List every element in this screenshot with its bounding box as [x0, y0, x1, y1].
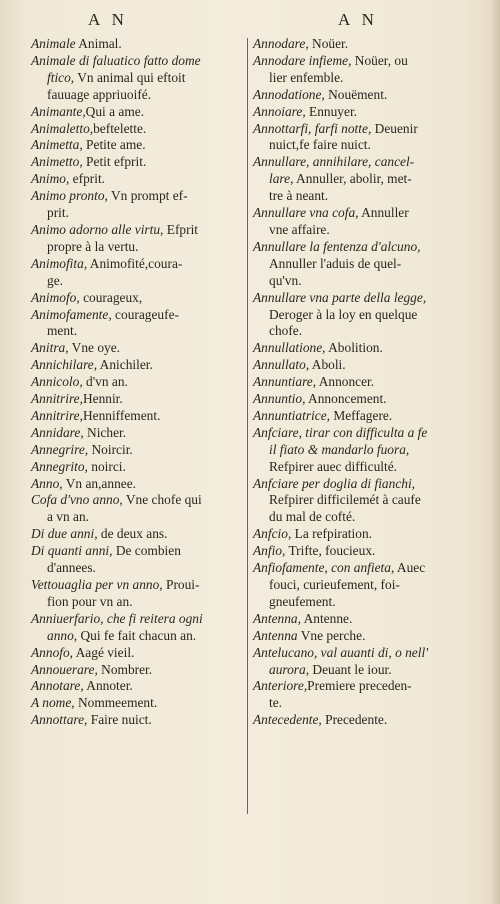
french-gloss: Vne oye.: [68, 340, 121, 356]
entry-line: [253, 425, 463, 442]
right-running-head: A N: [338, 10, 378, 29]
french-gloss: Premiere preceden-: [307, 678, 412, 694]
french-gloss: Nouëment.: [324, 86, 388, 102]
dictionary-entry: [253, 53, 463, 87]
entry-line: [31, 509, 244, 526]
dictionary-entry: [253, 104, 463, 121]
italian-term: Anteriore,: [253, 678, 308, 694]
italian-term: Annullare la fentenza d'alcuno,: [253, 238, 421, 254]
dictionary-entry: [31, 611, 244, 645]
left-column: [31, 36, 244, 729]
french-gloss: Abolition.: [325, 340, 383, 356]
entry-line: [253, 408, 463, 425]
italian-term: anno,: [47, 627, 78, 643]
entry-line: [253, 222, 463, 239]
entry-line: [253, 53, 463, 70]
french-gloss: Petite ame.: [82, 137, 146, 153]
entry-line: [253, 239, 463, 256]
french-gloss: Nicher.: [83, 424, 127, 440]
french-gloss: Faire nuict.: [87, 712, 152, 728]
entry-line: [31, 577, 244, 594]
french-gloss: Hennir.: [82, 391, 123, 407]
italian-term: Anno,: [31, 475, 63, 491]
entry-line: [253, 459, 463, 476]
italian-term: lare,: [269, 171, 294, 187]
italian-term: Anniuerfario, che fi reitera ogni: [31, 610, 203, 626]
entry-line: [253, 442, 463, 459]
entry-line: [31, 273, 244, 290]
french-gloss: Aagé vieil.: [73, 644, 135, 660]
entry-line: [253, 509, 463, 526]
french-gloss: fouci, curieufement, foi-: [269, 577, 400, 592]
italian-term: Annullare, annihilare, cancel-: [253, 154, 415, 170]
italian-term: Annouerare,: [31, 661, 98, 677]
entry-line: [253, 137, 463, 154]
dictionary-entry: [31, 442, 244, 459]
entry-line: [253, 340, 463, 357]
italian-term: A nome,: [31, 695, 75, 711]
dictionary-entry: [31, 307, 244, 341]
italian-term: Annegrire,: [31, 441, 89, 457]
entry-line: [31, 408, 244, 425]
entry-line: [31, 476, 244, 493]
dictionary-entry: [31, 543, 244, 577]
italian-term: Animale di faluatico fatto dome: [31, 52, 201, 68]
entry-line: [253, 577, 463, 594]
french-gloss: propre à la vertu.: [47, 238, 139, 254]
french-gloss: Qui fe fait chacun an.: [77, 627, 197, 643]
french-gloss: Annuller l'aduis de quel-: [269, 255, 402, 271]
entry-line: [253, 391, 463, 408]
entry-line: [253, 290, 463, 307]
french-gloss: Proui-: [162, 577, 200, 592]
dictionary-entry: [253, 526, 463, 543]
dictionary-entry: [31, 695, 244, 712]
dictionary-entry: [31, 137, 244, 154]
italian-term: Animaletto,: [31, 120, 94, 136]
entry-line: [253, 611, 463, 628]
french-gloss: d'annees.: [47, 560, 96, 576]
entry-line: [31, 695, 244, 712]
french-gloss: Antenne.: [300, 610, 353, 626]
entry-line: [31, 256, 244, 273]
entry-line: [253, 273, 463, 290]
dictionary-entry: [31, 662, 244, 679]
dictionary-entry: [253, 374, 463, 391]
french-gloss: Henniffement.: [82, 407, 161, 423]
dictionary-entry: [31, 408, 244, 425]
dictionary-entry: [253, 340, 463, 357]
entry-line: [31, 611, 244, 628]
french-gloss: Nombrer.: [97, 661, 153, 677]
entry-line: [31, 53, 244, 70]
entry-line: [253, 678, 463, 695]
entry-line: [31, 340, 244, 357]
italian-term: Di due anni,: [31, 526, 98, 542]
dictionary-entry: [253, 205, 463, 239]
italian-term: Antelucano, val auanti di, o nell': [253, 644, 429, 660]
dictionary-entry: [31, 476, 244, 493]
french-gloss: ge.: [47, 272, 63, 288]
entry-line: [253, 87, 463, 104]
entry-line: [253, 154, 463, 171]
entry-line: [253, 171, 463, 188]
french-gloss: Anichiler.: [97, 357, 153, 373]
french-gloss: Annuller: [358, 205, 409, 221]
dictionary-entry: [253, 391, 463, 408]
dictionary-entry: [31, 104, 244, 121]
french-gloss: fion pour vn an.: [47, 593, 133, 609]
dictionary-entry: [31, 36, 244, 53]
french-gloss: Deuant le iour.: [309, 661, 392, 677]
dictionary-entry: [31, 188, 244, 222]
entry-line: [253, 628, 463, 645]
italian-term: Annuntiatrice,: [253, 407, 330, 423]
french-gloss: Trifte, foucieux.: [285, 543, 376, 559]
entry-line: [31, 543, 244, 560]
entry-line: [253, 526, 463, 543]
italian-term: Annullare vna parte della legge,: [253, 289, 427, 305]
dictionary-entry: [31, 171, 244, 188]
entry-line: [31, 357, 244, 374]
italian-term: Annichilare,: [31, 357, 98, 373]
entry-line: [31, 323, 244, 340]
italian-term: Vettouaglia per vn anno,: [31, 577, 163, 592]
entry-line: [253, 476, 463, 493]
french-gloss: Noüer.: [308, 36, 349, 51]
entry-line: [31, 188, 244, 205]
french-gloss: Vn prompt ef-: [107, 188, 188, 204]
italian-term: Di quanti anni,: [31, 543, 113, 559]
dictionary-entry: [31, 526, 244, 543]
entry-line: [31, 594, 244, 611]
french-gloss: chofe.: [269, 323, 303, 339]
entry-line: [31, 678, 244, 695]
entry-line: [31, 425, 244, 442]
french-gloss: Nommeement.: [74, 695, 158, 711]
french-gloss: te.: [269, 695, 283, 711]
entry-line: [31, 70, 244, 87]
french-gloss: Vn animal qui eftoit: [74, 69, 186, 85]
french-gloss: courageux,: [79, 289, 143, 305]
french-gloss: Deroger à la loy en quelque: [269, 306, 418, 322]
french-gloss: Noüer, ou: [351, 52, 408, 68]
entry-line: [31, 171, 244, 188]
french-gloss: Refpirer auec difficulté.: [269, 458, 398, 474]
entry-line: [253, 645, 463, 662]
dictionary-entry: [31, 425, 244, 442]
french-gloss: Animal.: [75, 36, 122, 51]
french-gloss: Animofité,coura-: [87, 255, 183, 271]
french-gloss: prit.: [47, 205, 69, 221]
french-gloss: Aboli.: [309, 357, 346, 373]
french-gloss: Noircir.: [88, 441, 133, 457]
italian-term: Animofamente,: [31, 306, 112, 322]
italian-term: Annottarfi, farfi notte,: [253, 120, 372, 136]
french-gloss: du mal de cofté.: [269, 509, 356, 525]
italian-term: Antecedente,: [253, 712, 322, 728]
italian-term: Annodare infieme,: [253, 52, 352, 68]
french-gloss: tre à neant.: [269, 188, 329, 204]
italian-term: Annofo,: [31, 644, 74, 660]
entry-line: [31, 205, 244, 222]
italian-term: Anfio,: [253, 543, 286, 559]
dictionary-entry: [31, 53, 244, 104]
entry-line: [31, 307, 244, 324]
italian-term: Annoiare,: [253, 103, 306, 119]
dictionary-entry: [253, 678, 463, 712]
dictionary-entry: [31, 678, 244, 695]
french-gloss: qu'vn.: [269, 272, 302, 288]
entry-line: [31, 137, 244, 154]
entry-line: [253, 560, 463, 577]
dictionary-entry: [31, 459, 244, 476]
dictionary-entry: [31, 121, 244, 138]
entry-line: [253, 256, 463, 273]
italian-term: Antenna,: [253, 610, 301, 626]
dictionary-entry: [253, 408, 463, 425]
french-gloss: Meffagere.: [329, 407, 393, 423]
french-gloss: a vn an.: [47, 509, 90, 525]
dictionary-entry: [253, 154, 463, 205]
french-gloss: Deuenir: [371, 120, 418, 136]
dictionary-entry: [31, 256, 244, 290]
page-fold-shadow: [490, 0, 500, 904]
dictionary-entry: [253, 645, 463, 679]
italian-term: Animofo,: [31, 289, 80, 305]
french-gloss: De combien: [112, 543, 181, 559]
entry-line: [31, 87, 244, 104]
dictionary-entry: [31, 712, 244, 729]
entry-line: [253, 70, 463, 87]
entry-line: [253, 712, 463, 729]
dictionary-entry: [253, 628, 463, 645]
entry-line: [253, 357, 463, 374]
dictionary-entry: [253, 611, 463, 628]
entry-line: [253, 492, 463, 509]
french-gloss: Refpirer difficilemét à caufe: [269, 492, 421, 508]
french-gloss: Precedente.: [321, 712, 388, 728]
entry-line: [31, 645, 244, 662]
dictionary-entry: [253, 290, 463, 341]
french-gloss: Petit efprit.: [82, 154, 147, 170]
entry-line: [253, 662, 463, 679]
french-gloss: Annoncement.: [305, 391, 387, 407]
dictionary-entry: [253, 121, 463, 155]
french-gloss: noirci.: [87, 458, 126, 474]
french-gloss: de deux ans.: [97, 526, 168, 542]
right-column: [253, 36, 463, 729]
entry-line: [31, 492, 244, 509]
entry-line: [31, 36, 244, 53]
dictionary-entry: [31, 577, 244, 611]
entry-line: [31, 104, 244, 121]
italian-term: Annottare,: [31, 712, 88, 728]
french-gloss: nuict,fe faire nuict.: [269, 137, 371, 153]
french-gloss: Ennuyer.: [305, 103, 358, 119]
french-gloss: Auec: [394, 560, 426, 576]
entry-line: [253, 695, 463, 712]
entry-line: [31, 290, 244, 307]
dictionary-entry: [253, 36, 463, 53]
dictionary-entry: [253, 712, 463, 729]
dictionary-entry: [31, 154, 244, 171]
entry-line: [31, 628, 244, 645]
italian-term: Annicolo,: [31, 374, 83, 390]
dictionary-entry: [253, 543, 463, 560]
french-gloss: vne affaire.: [269, 221, 330, 237]
entry-line: [31, 154, 244, 171]
italian-term: Annodatione,: [253, 86, 325, 102]
italian-term: Annotare,: [31, 678, 84, 694]
entry-line: [31, 239, 244, 256]
italian-term: Animante,: [31, 103, 86, 119]
italian-term: Animetta,: [31, 137, 83, 153]
italian-term: Anfciare, tirar con difficulta a fe: [253, 424, 428, 440]
italian-term: Anfcio,: [253, 526, 292, 542]
french-gloss: Annoncer.: [316, 374, 375, 390]
italian-term: Anfciare per doglia di fianchi,: [253, 475, 416, 491]
entry-line: [31, 526, 244, 543]
entry-line: [31, 374, 244, 391]
italian-term: Animale: [31, 36, 76, 51]
entry-line: [31, 712, 244, 729]
entry-line: [253, 543, 463, 560]
italian-term: Animo adorno alle virtu,: [31, 221, 164, 237]
entry-line: [253, 205, 463, 222]
entry-line: [253, 36, 463, 53]
entry-line: [31, 560, 244, 577]
italian-term: il fiato & mandarlo fuora,: [269, 441, 410, 457]
french-gloss: Annuller, abolir, met-: [293, 171, 412, 187]
column-divider: [247, 38, 248, 814]
entry-line: [31, 222, 244, 239]
italian-term: Anitra,: [31, 340, 69, 356]
french-gloss: fauuage appriuoifé.: [47, 86, 152, 102]
french-gloss: Vne chofe qui: [122, 492, 202, 508]
dictionary-entry: [253, 476, 463, 527]
french-gloss: courageufe-: [111, 306, 179, 322]
entry-line: [31, 442, 244, 459]
french-gloss: Qui a ame.: [85, 103, 145, 119]
french-gloss: lier enfemble.: [269, 69, 344, 85]
entry-line: [31, 391, 244, 408]
dictionary-entry: [253, 425, 463, 476]
dictionary-entry: [31, 222, 244, 256]
french-gloss: d'vn an.: [82, 374, 128, 390]
italian-term: Annullare vna cofa,: [253, 205, 359, 221]
dictionary-entry: [31, 357, 244, 374]
entry-line: [253, 188, 463, 205]
italian-term: Cofa d'vno anno,: [31, 492, 123, 508]
french-gloss: efprit.: [69, 171, 106, 187]
dictionary-entry: [31, 391, 244, 408]
italian-term: Animo pronto,: [31, 188, 108, 204]
italian-term: Animetto,: [31, 154, 83, 170]
french-gloss: Annoter.: [83, 678, 133, 694]
left-running-head: A N: [88, 10, 128, 29]
french-gloss: La refpiration.: [291, 526, 372, 542]
italian-term: Annitrire,: [31, 407, 83, 423]
italian-term: Annullatione,: [253, 340, 326, 356]
entry-line: [253, 323, 463, 340]
entry-line: [253, 594, 463, 611]
entry-line: [253, 121, 463, 138]
italian-term: Annidare,: [31, 424, 84, 440]
dictionary-entry: [31, 492, 244, 526]
french-gloss: beftelette.: [93, 120, 147, 136]
french-gloss: Efprit: [163, 221, 199, 237]
italian-term: Animo,: [31, 171, 70, 187]
dictionary-entry: [253, 560, 463, 611]
dictionary-entry: [253, 87, 463, 104]
italian-term: Annuntio,: [253, 391, 306, 407]
italian-term: Annodare,: [253, 36, 309, 51]
dictionary-entry: [31, 290, 244, 307]
italian-term: aurora,: [269, 661, 310, 677]
italian-term: Annegrito,: [31, 458, 88, 474]
dictionary-entry: [253, 239, 463, 290]
entry-line: [31, 662, 244, 679]
italian-term: Antenna: [253, 627, 298, 643]
french-gloss: Vne perche.: [297, 627, 366, 643]
entry-line: [253, 104, 463, 121]
italian-term: Annullato,: [253, 357, 310, 373]
italian-term: Annitrire,: [31, 391, 83, 407]
dictionary-entry: [31, 340, 244, 357]
dictionary-entry: [253, 357, 463, 374]
dictionary-entry: [31, 374, 244, 391]
entry-line: [253, 374, 463, 391]
italian-term: Annuntiare,: [253, 374, 317, 390]
french-gloss: gneufement.: [269, 593, 336, 609]
italian-term: Anfiofamente, con anfieta,: [253, 560, 395, 576]
entry-line: [31, 459, 244, 476]
french-gloss: Vn an,annee.: [62, 475, 136, 491]
french-gloss: ment.: [47, 323, 78, 339]
italian-term: ftico,: [47, 69, 75, 85]
entry-line: [253, 307, 463, 324]
dictionary-entry: [31, 645, 244, 662]
entry-line: [31, 121, 244, 138]
italian-term: Animofita,: [31, 255, 88, 271]
